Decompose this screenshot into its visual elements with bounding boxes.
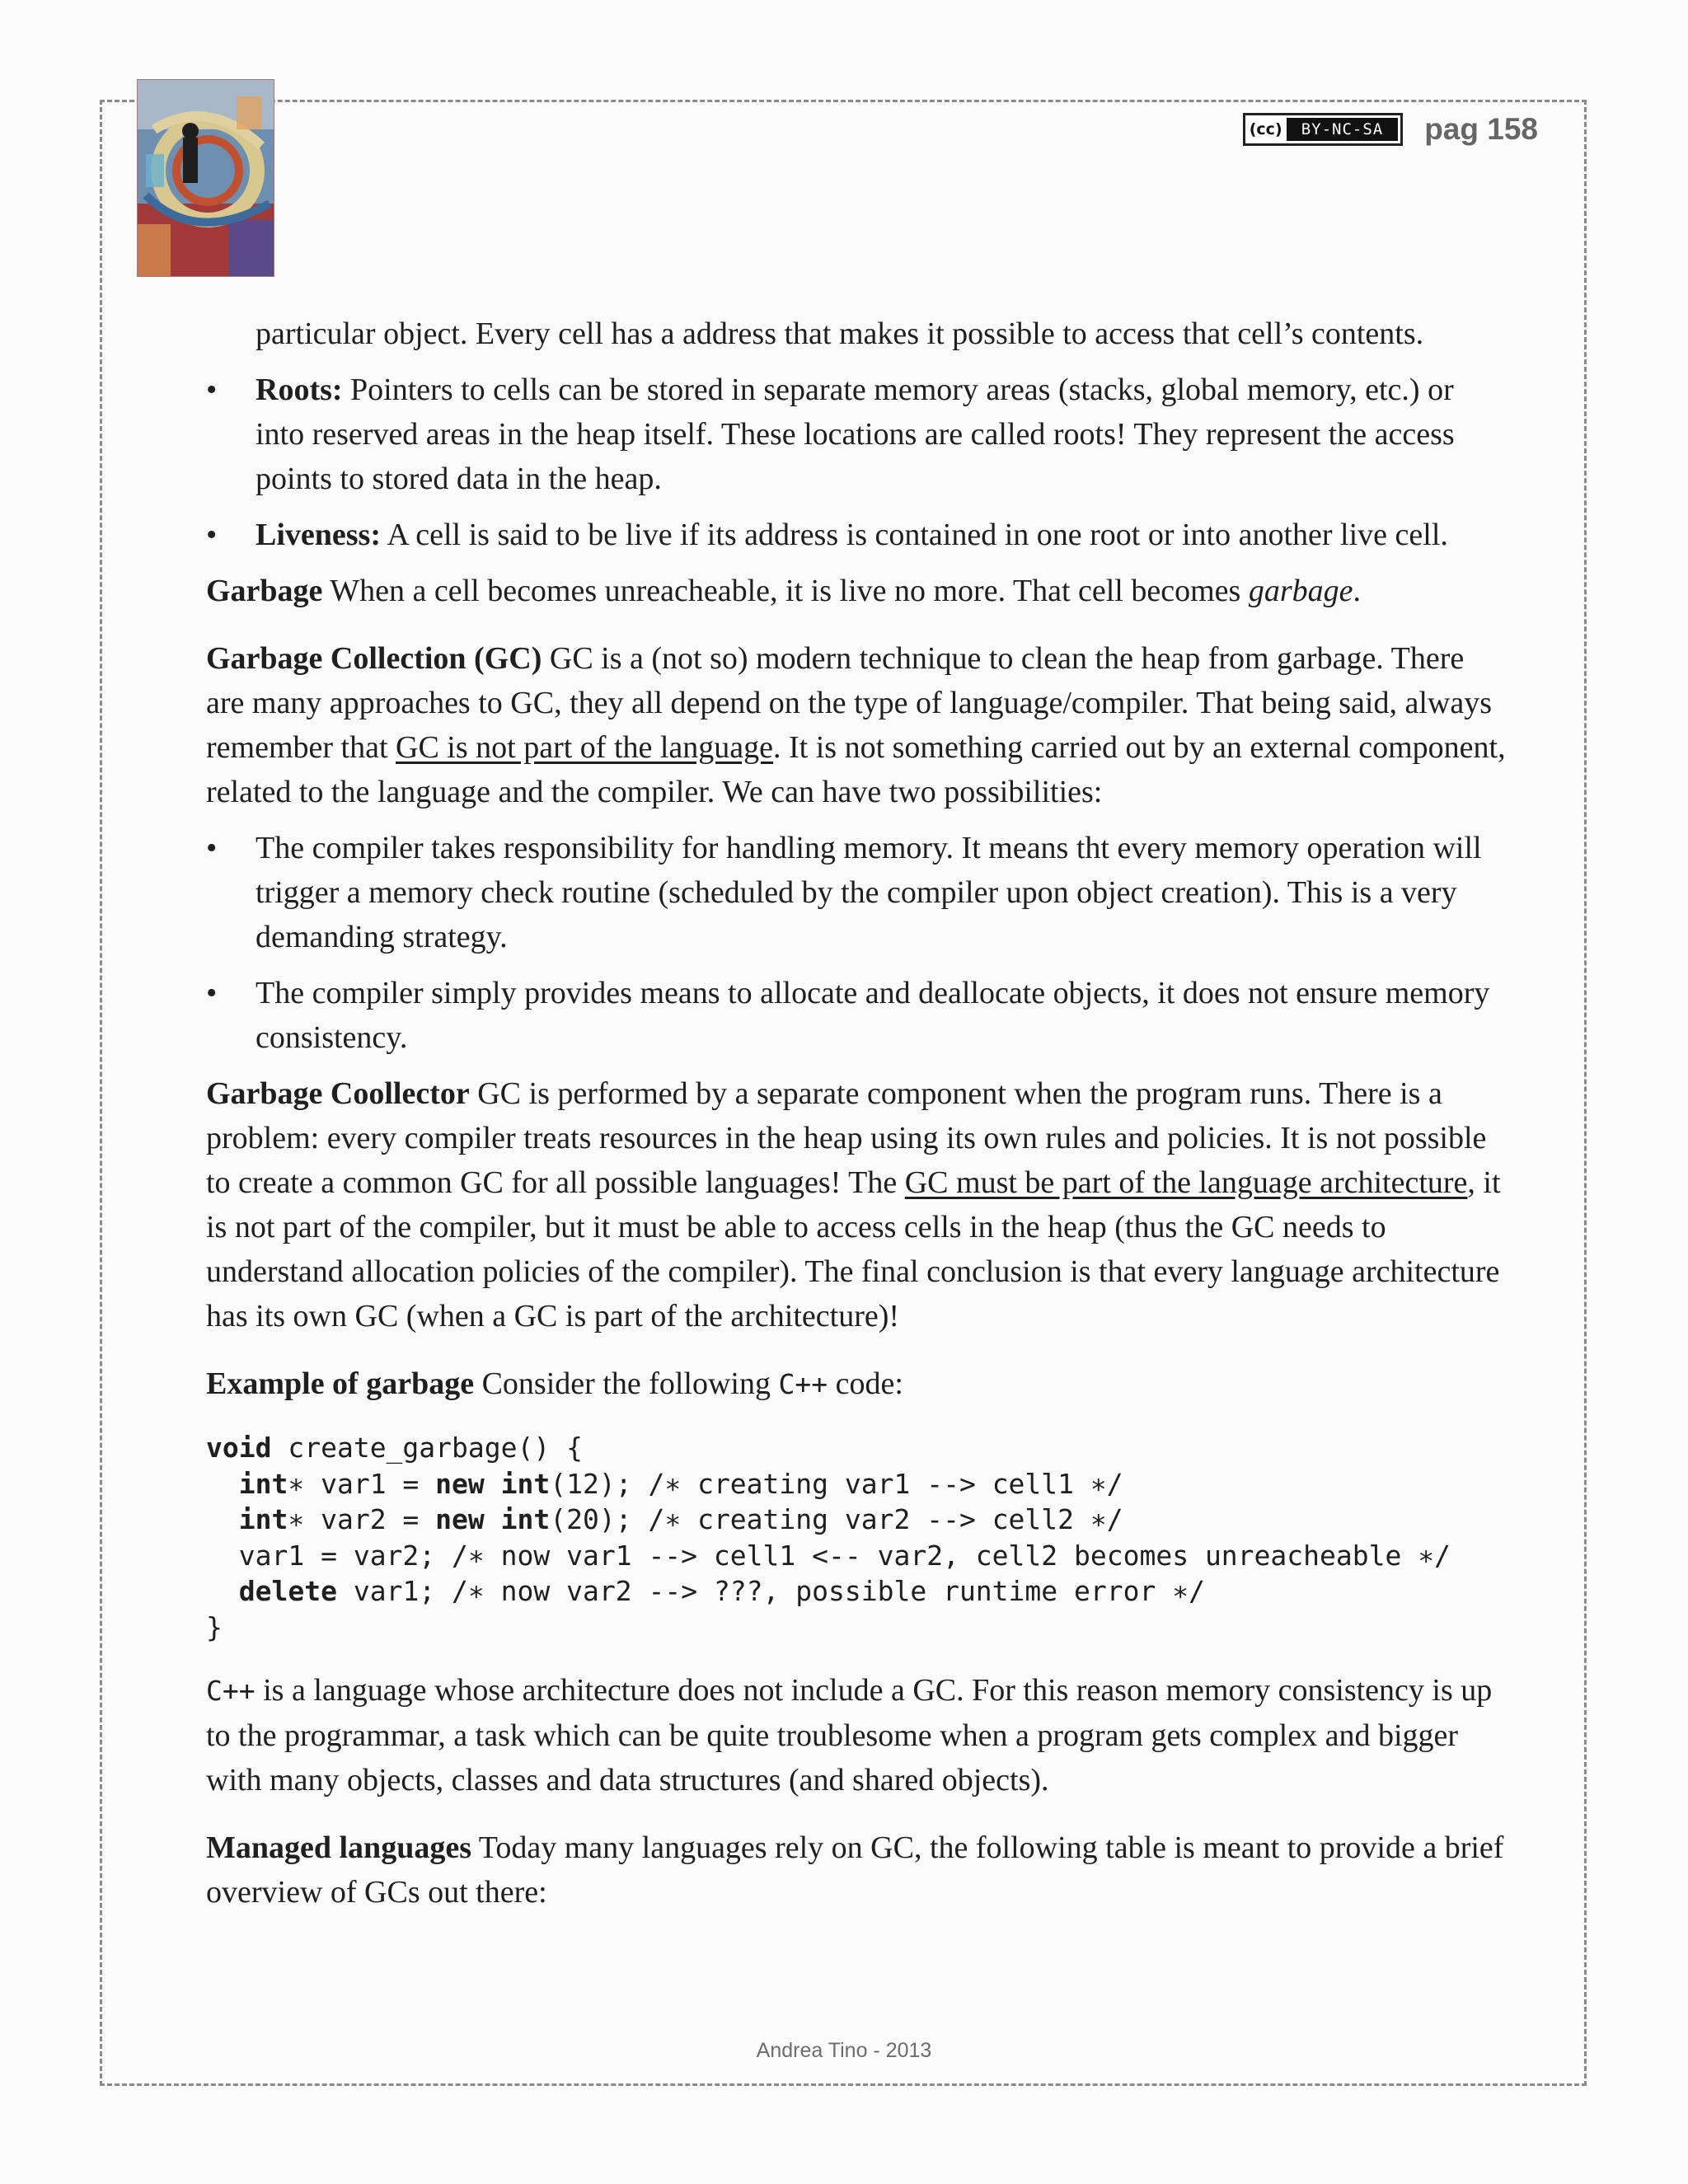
code-fragment bbox=[485, 1503, 501, 1535]
code-keyword: void bbox=[206, 1432, 272, 1464]
paragraph-garbage bbox=[206, 569, 1508, 613]
compiler-options-list bbox=[206, 826, 1508, 1060]
code-keyword: int bbox=[238, 1503, 288, 1535]
cc-license-label: BY-NC-SA bbox=[1287, 118, 1399, 141]
term-example-of-garbage: Example of garbage bbox=[206, 1366, 475, 1401]
code-fragment bbox=[485, 1468, 501, 1500]
code-keyword: delete bbox=[238, 1575, 337, 1607]
garbage-text: When a cell becomes unreacheable, it is live no more. That cell becomes bbox=[322, 574, 1249, 608]
paragraph-cpp bbox=[206, 1668, 1508, 1802]
code-line-6: } bbox=[206, 1610, 223, 1643]
cpp-text: is a language whose architecture does not include a GC. For this reason memory consistency is up to the programmar, a task which can be quite troublesome when a program gets complex and bigger with many objects, classes and data structures (and shared objects). bbox=[206, 1673, 1493, 1797]
example-text-1: Consider the following bbox=[474, 1366, 779, 1401]
code-keyword: int bbox=[238, 1467, 288, 1500]
term-garbage-collection: Garbage Collection (GC) bbox=[206, 641, 542, 676]
list-item-roots bbox=[206, 368, 1508, 501]
term-roots: Roots: bbox=[256, 373, 343, 407]
paragraph-managed-languages bbox=[206, 1825, 1508, 1915]
cc-license-badge[interactable] bbox=[1243, 113, 1404, 146]
page-footer: Andrea Tino - 2013 bbox=[756, 2039, 932, 2062]
paragraph-garbage-collection bbox=[206, 636, 1508, 814]
code-line-3: (20); /∗ creating var2 --> cell2 ∗/ bbox=[550, 1503, 1123, 1535]
garbage-end: . bbox=[1353, 574, 1361, 608]
code-keyword: int bbox=[500, 1467, 551, 1500]
code-line-1: create_garbage() { bbox=[271, 1432, 583, 1464]
paragraph-garbage-collector bbox=[206, 1071, 1508, 1338]
term-liveness: Liveness: bbox=[256, 518, 381, 552]
code-line-2: (12); /∗ creating var1 --> cell1 ∗/ bbox=[550, 1467, 1123, 1500]
paragraph-example bbox=[206, 1361, 1508, 1407]
term-garbage-collector: Garbage Coollector bbox=[206, 1076, 470, 1111]
continuation-paragraph: particular object. Every cell has a address that makes it possible to access that cell’s contents. bbox=[256, 316, 1424, 351]
gc-text-1: GC is a (not so) modern technique to clean the heap from garbage. There are many approaches to GC, they all depend on the type of language/compiler. That being said, always remember that bbox=[206, 641, 1492, 765]
roots-description: Pointers to cells can be stored in separate memory areas (stacks, global memory, etc.) or into reserved areas in the heap itself. These locations are called roots! They represent the access points to stored data in the heap. bbox=[256, 373, 1455, 496]
cover-thumbnail-image bbox=[137, 79, 274, 277]
managed-text: Today many languages rely on GC, the following table is meant to provide a brief overview of GCs out there: bbox=[206, 1830, 1504, 1910]
page-number: pag 158 bbox=[1424, 112, 1538, 146]
code-line-4: var1 = var2; /∗ now var1 --> cell1 <-- var2, cell2 becomes unreacheable ∗/ bbox=[238, 1539, 1451, 1572]
list-item-liveness bbox=[206, 513, 1508, 557]
cc-logo-icon: (cc) bbox=[1249, 120, 1282, 138]
garbage-italic: garbage bbox=[1248, 574, 1353, 608]
code-fragment: ∗ var1 = bbox=[288, 1467, 436, 1500]
list-item-compiler-option-2: • The compiler simply provides means to allocate and deallocate objects, it does not ensure memory consistency. bbox=[206, 971, 1508, 1060]
code-keyword: int bbox=[500, 1503, 551, 1535]
example-cpp-mono: C++ bbox=[778, 1368, 828, 1400]
cpp-mono: C++ bbox=[206, 1675, 256, 1707]
code-block bbox=[206, 1430, 1508, 1645]
gc-underlined-phrase: GC is not part of the language bbox=[396, 730, 774, 765]
liveness-description: A cell is said to be live if its address is contained in one root or into another live cell. bbox=[381, 518, 1448, 552]
example-text-2: code: bbox=[828, 1366, 903, 1401]
gc-text-2: . It is not something carried out by an external component, related to the language and the compiler. We can have two possibilities: bbox=[206, 730, 1506, 809]
collector-text-1: GC is performed by a separate component when the program runs. There is a problem: every compiler treats resources in the heap using its own rules and policies. It is not possible to create a common GC for all possible languages! The bbox=[206, 1076, 1487, 1200]
code-line-5: var1; /∗ now var2 --> ???, possible runtime error ∗/ bbox=[336, 1575, 1205, 1607]
collector-text-2: , it is not part of the compiler, but it must be able to access cells in the heap (thus the GC needs to understand allocation policies of the compiler). The final conclusion is that every language architecture has its own GC (when a GC is part of the architecture)! bbox=[206, 1165, 1501, 1333]
term-garbage: Garbage bbox=[206, 574, 323, 608]
definition-list bbox=[206, 368, 1508, 557]
code-fragment: ∗ var2 = bbox=[288, 1503, 436, 1535]
collector-underlined-phrase: GC must be part of the language architecture bbox=[904, 1165, 1468, 1200]
document-body bbox=[206, 312, 1508, 1915]
code-keyword: new bbox=[435, 1503, 485, 1535]
list-item-compiler-option-1: • The compiler takes responsibility for handling memory. It means tht every memory operation will trigger a memory check routine (scheduled by the compiler upon object creation). This is a very demanding strategy. bbox=[206, 826, 1508, 959]
code-keyword: new bbox=[435, 1467, 485, 1500]
page-header bbox=[1243, 112, 1538, 147]
term-managed-languages: Managed languages bbox=[206, 1830, 471, 1865]
